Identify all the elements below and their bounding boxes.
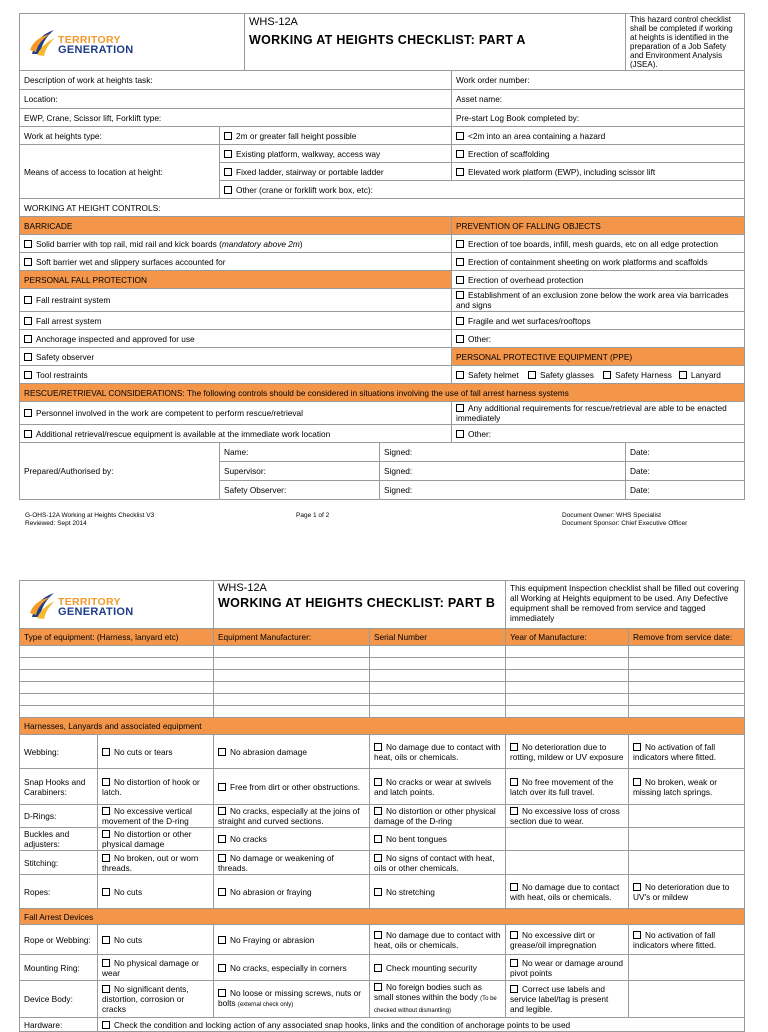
blank-cell[interactable] xyxy=(506,646,629,658)
snap-hooks-label: Snap Hooks and Carabiners: xyxy=(20,769,98,805)
checkbox[interactable] xyxy=(510,931,518,939)
checkbox[interactable] xyxy=(510,743,518,751)
checkbox[interactable] xyxy=(374,931,382,939)
ppe-glasses: Safety glasses xyxy=(539,369,594,380)
checkbox[interactable] xyxy=(374,964,382,972)
table-row xyxy=(20,646,745,658)
checkbox[interactable] xyxy=(456,258,464,266)
blank-cell[interactable] xyxy=(506,682,629,694)
checkbox[interactable] xyxy=(510,807,518,815)
means-option-1[interactable]: Existing platform, walkway, access way xyxy=(220,145,452,163)
checkbox[interactable] xyxy=(633,778,641,786)
rw-check-3[interactable]: No damage due to contact with heat, oils or chemicals. xyxy=(370,925,506,955)
checkbox[interactable] xyxy=(374,854,382,862)
webbing-check-1[interactable]: No cuts or tears xyxy=(98,735,214,769)
prepared-by-label: Prepared/Authorised by: xyxy=(20,443,220,500)
db-check-3[interactable]: No foreign bodies such as small stones within the body (To be checked without dismantling) xyxy=(370,981,506,1018)
mr-check-2[interactable]: No cracks, especially in corners xyxy=(214,955,370,981)
prevention-item-4[interactable]: Establishment of an exclusion zone below the work area via barricades and signs xyxy=(452,289,745,312)
blank-cell[interactable] xyxy=(370,694,506,706)
rw-check-4[interactable]: No excessive dirt or grease/oil impregnation xyxy=(506,925,629,955)
webbing-check-5[interactable]: No activation of fall indicators where fitted. xyxy=(629,735,745,769)
checkbox[interactable] xyxy=(456,335,464,343)
checkbox[interactable] xyxy=(510,883,518,891)
buckle-check-2[interactable]: No cracks xyxy=(214,828,370,851)
checkbox[interactable] xyxy=(374,983,382,991)
checkbox[interactable] xyxy=(218,989,226,997)
logo-line1: TERRITORY xyxy=(58,34,121,46)
checkbox[interactable] xyxy=(456,404,464,412)
form-note: This equipment Inspection checklist shall be filled out covering all Working at Heights equipment to be used. Any Defective equipment shall be removed from service and tagged immediately xyxy=(506,581,745,629)
checkbox[interactable] xyxy=(633,883,641,891)
checkbox[interactable] xyxy=(510,778,518,786)
checkbox[interactable] xyxy=(102,985,110,993)
checkbox[interactable] xyxy=(218,854,226,862)
means-option-4[interactable]: Elevated work platform (EWP), including scissor lift xyxy=(452,163,745,181)
checkbox[interactable] xyxy=(218,748,226,756)
checkbox[interactable] xyxy=(218,807,226,815)
signed-field-3[interactable]: Signed: xyxy=(380,481,626,500)
blank-cell[interactable] xyxy=(629,706,745,718)
location-field[interactable]: Location: xyxy=(20,90,452,109)
means-option-2[interactable]: Erection of scaffolding xyxy=(452,145,745,163)
checkbox[interactable] xyxy=(224,186,232,194)
checkbox[interactable] xyxy=(528,371,536,379)
part-a-table xyxy=(19,13,745,500)
table-row xyxy=(20,694,745,706)
description-field[interactable]: Description of work at heights task: xyxy=(20,71,452,90)
checkbox[interactable] xyxy=(510,985,518,993)
checkbox[interactable] xyxy=(374,835,382,843)
blank-cell[interactable] xyxy=(370,682,506,694)
blank-cell[interactable] xyxy=(20,706,214,718)
checkbox[interactable] xyxy=(102,748,110,756)
mounting-ring-label: Mounting Ring: xyxy=(20,955,98,981)
prevention-item-1[interactable]: Erection of toe boards, infill, mesh guards, etc on all edge protection xyxy=(452,235,745,253)
footer-reviewed: Reviewed: Sept 2014 xyxy=(25,520,87,527)
checkbox[interactable] xyxy=(679,371,687,379)
dring-check-2[interactable]: No cracks, especially at the joins of straight and curved sections. xyxy=(214,805,370,828)
stitch-check-2[interactable]: No damage or weakening of threads. xyxy=(214,851,370,875)
prestart-field[interactable]: Pre-start Log Book completed by: xyxy=(452,109,745,127)
table-row xyxy=(20,682,745,694)
checkbox[interactable] xyxy=(456,168,464,176)
snap-check-1[interactable]: No distortion of hook or latch. xyxy=(98,769,214,805)
rope-check-5[interactable]: No deterioration due to UV's or mildew xyxy=(629,875,745,909)
webbing-check-2[interactable]: No abrasion damage xyxy=(214,735,370,769)
supervisor-field[interactable]: Supervisor: xyxy=(220,462,380,481)
stitch-check-1[interactable]: No broken, out or worn threads. xyxy=(98,851,214,875)
checkbox[interactable] xyxy=(456,150,464,158)
blank-cell[interactable] xyxy=(506,658,629,670)
observer-field[interactable]: Safety Observer: xyxy=(220,481,380,500)
signed-field-2[interactable]: Signed: xyxy=(380,462,626,481)
webbing-check-3[interactable]: No damage due to contact with heat, oils or chemicals. xyxy=(370,735,506,769)
rescue-item-4[interactable]: Other: xyxy=(452,425,745,443)
footer-page: Page 1 of 2 xyxy=(296,512,330,519)
checkbox[interactable] xyxy=(456,240,464,248)
checkbox[interactable] xyxy=(374,743,382,751)
blank-cell xyxy=(506,851,629,875)
checkbox[interactable] xyxy=(224,168,232,176)
fall-arrest-section-heading: Fall Arrest Devices xyxy=(20,909,745,925)
date-field-2[interactable]: Date: xyxy=(626,462,745,481)
fall-protection-item-1[interactable]: Fall restraint system xyxy=(20,289,452,312)
form-title: WORKING AT HEIGHTS CHECKLIST: PART A xyxy=(249,33,526,47)
blank-cell[interactable] xyxy=(20,694,214,706)
fall-protection-heading: PERSONAL FALL PROTECTION xyxy=(20,271,452,289)
checkbox[interactable] xyxy=(24,258,32,266)
date-field-3[interactable]: Date: xyxy=(626,481,745,500)
db-check-2[interactable]: No loose or missing screws, nuts or bolts (external check only) xyxy=(214,981,370,1018)
checkbox[interactable] xyxy=(24,353,32,361)
checkbox[interactable] xyxy=(456,430,464,438)
rescue-item-2[interactable]: Any additional requirements for rescue/retrieval are able to be enacted immediately xyxy=(452,402,745,425)
blank-cell[interactable] xyxy=(214,706,370,718)
type-option-2[interactable]: <2m into an area containing a hazard xyxy=(452,127,745,145)
checkbox[interactable] xyxy=(456,317,464,325)
prevention-item-3[interactable]: Erection of overhead protection xyxy=(452,271,745,289)
blank-cell[interactable] xyxy=(629,694,745,706)
ppe-helmet: Safety helmet xyxy=(468,369,519,380)
table-row xyxy=(20,658,745,670)
blank-cell xyxy=(629,981,745,1018)
logo-line1: TERRITORY xyxy=(58,595,121,608)
checkbox[interactable] xyxy=(24,335,32,343)
device-body-label: Device Body: xyxy=(20,981,98,1018)
ppe-items xyxy=(452,366,745,384)
d-rings-label: D-Rings: xyxy=(20,805,98,828)
form-title: WORKING AT HEIGHTS CHECKLIST: PART B xyxy=(218,596,496,610)
buckles-label: Buckles and adjusters: xyxy=(20,828,98,851)
col-remove-date: Remove from service date: xyxy=(629,629,745,646)
logo xyxy=(20,581,214,629)
checkbox[interactable] xyxy=(24,371,32,379)
rope-webbing-label: Rope or Webbing: xyxy=(20,925,98,955)
col-year: Year of Manufacture: xyxy=(506,629,629,646)
blank-cell[interactable] xyxy=(370,670,506,682)
blank-cell[interactable] xyxy=(629,658,745,670)
checkbox[interactable] xyxy=(102,830,110,838)
fall-protection-item-2[interactable]: Fall arrest system xyxy=(20,312,452,330)
logo xyxy=(20,14,245,71)
checkbox[interactable] xyxy=(24,240,32,248)
blank-cell[interactable] xyxy=(370,706,506,718)
checkbox[interactable] xyxy=(224,132,232,140)
footer-sponsor: Document Sponsor: Chief Executive Officer xyxy=(562,520,688,527)
buckle-check-3[interactable]: No bent tongues xyxy=(370,828,506,851)
blank-cell[interactable] xyxy=(370,658,506,670)
table-row xyxy=(20,670,745,682)
checkbox[interactable] xyxy=(456,371,464,379)
col-serial: Serial Number xyxy=(370,629,506,646)
checkbox[interactable] xyxy=(102,1021,110,1029)
db-check-4[interactable]: Correct use labels and service label/tag is present and legible. xyxy=(506,981,629,1018)
date-field-1[interactable]: Date: xyxy=(626,443,745,462)
barricade-item-2[interactable]: Soft barrier wet and slippery surfaces accounted for xyxy=(20,253,452,271)
blank-cell[interactable] xyxy=(214,682,370,694)
part-a xyxy=(19,13,744,500)
name-field[interactable]: Name: xyxy=(220,443,380,462)
rescue-item-3[interactable]: Additional retrieval/rescue equipment is available at the immediate work location xyxy=(20,425,452,443)
logo-line2: GENERATION xyxy=(58,44,134,56)
prevention-item-2[interactable]: Erection of containment sheeting on work platforms and scaffolds xyxy=(452,253,745,271)
controls-heading: WORKING AT HEIGHT CONTROLS: xyxy=(20,199,745,217)
checkbox[interactable] xyxy=(224,150,232,158)
flame-logo-icon xyxy=(28,591,56,621)
mr-check-3[interactable]: Check mounting security xyxy=(370,955,506,981)
col-manufacturer: Equipment Manufacturer: xyxy=(214,629,370,646)
checkbox[interactable] xyxy=(456,132,464,140)
blank-cell xyxy=(629,828,745,851)
means-option-3[interactable]: Fixed ladder, stairway or portable ladder xyxy=(220,163,452,181)
blank-cell[interactable] xyxy=(629,670,745,682)
checkbox[interactable] xyxy=(456,291,464,299)
blank-cell[interactable] xyxy=(214,646,370,658)
checkbox[interactable] xyxy=(218,835,226,843)
ropes-label: Ropes: xyxy=(20,875,98,909)
checkbox[interactable] xyxy=(374,807,382,815)
blank-cell[interactable] xyxy=(629,646,745,658)
fall-protection-item-5[interactable]: Tool restraints xyxy=(20,366,452,384)
part-b xyxy=(19,580,744,1032)
dring-check-4[interactable]: No excessive loss of cross section due to wear. xyxy=(506,805,629,828)
blank-cell[interactable] xyxy=(20,658,214,670)
checkbox[interactable] xyxy=(218,783,226,791)
barricade-item-1[interactable]: Solid barrier with top rail, mid rail and kick boards (mandatory above 2m) xyxy=(20,235,452,253)
checkbox[interactable] xyxy=(102,778,110,786)
blank-cell[interactable] xyxy=(370,646,506,658)
stitch-check-3[interactable]: No signs of contact with heat, oils or other chemicals. xyxy=(370,851,506,875)
rw-check-2[interactable]: No Fraying or abrasion xyxy=(214,925,370,955)
dring-check-1[interactable]: No excessive vertical movement of the D-ring xyxy=(98,805,214,828)
ppe-lanyard: Lanyard xyxy=(690,369,721,380)
blank-cell xyxy=(506,828,629,851)
blank-cell xyxy=(629,851,745,875)
barricade-heading: BARRICADE xyxy=(20,217,452,235)
checkbox[interactable] xyxy=(218,964,226,972)
ewp-type-field[interactable]: EWP, Crane, Scissor lift, Forklift type: xyxy=(20,109,452,127)
snap-check-3[interactable]: No cracks or wear at swivels and latch points. xyxy=(370,769,506,805)
checkbox[interactable] xyxy=(218,936,226,944)
table-row xyxy=(20,706,745,718)
checkbox[interactable] xyxy=(102,936,110,944)
hw-check-1[interactable]: Check the condition and locking action of any associated snap hooks, links and the condition of anchorage points to be used xyxy=(98,1018,745,1032)
checkbox[interactable] xyxy=(24,430,32,438)
checkbox[interactable] xyxy=(102,807,110,815)
checkbox[interactable] xyxy=(374,888,382,896)
checkbox[interactable] xyxy=(633,743,641,751)
fall-protection-item-4[interactable]: Safety observer xyxy=(20,348,452,366)
checkbox[interactable] xyxy=(374,778,382,786)
blank-cell[interactable] xyxy=(20,682,214,694)
rw-check-5[interactable]: No activation of fall indicators where fitted. xyxy=(629,925,745,955)
checkbox[interactable] xyxy=(510,959,518,967)
snap-check-4[interactable]: No free movement of the latch over its full travel. xyxy=(506,769,629,805)
checkbox[interactable] xyxy=(24,296,32,304)
part-b-table xyxy=(19,580,745,1032)
blank-cell[interactable] xyxy=(629,682,745,694)
footer-doc: G-OHS-12A Working at Heights Checklist V3 xyxy=(25,512,155,519)
fall-protection-item-3[interactable]: Anchorage inspected and approved for use xyxy=(20,330,452,348)
rescue-heading: RESCUE/RETRIEVAL CONSIDERATIONS: The following controls should be considered in situations involving the use of fall arrest harness systems xyxy=(20,384,745,402)
asset-name-field[interactable]: Asset name: xyxy=(452,90,745,109)
checkbox[interactable] xyxy=(24,317,32,325)
ppe-harness: Safety Harness xyxy=(615,369,672,380)
blank-cell xyxy=(629,805,745,828)
logo-line2: GENERATION xyxy=(58,605,134,618)
blank-cell[interactable] xyxy=(214,694,370,706)
type-option-1[interactable]: 2m or greater fall height possible xyxy=(220,127,452,145)
rope-check-1[interactable]: No cuts xyxy=(98,875,214,909)
checkbox[interactable] xyxy=(24,409,32,417)
work-order-field[interactable]: Work order number: xyxy=(452,71,745,90)
checkbox[interactable] xyxy=(456,276,464,284)
footer-owner: Document Owner: WHS Specialist xyxy=(562,512,661,519)
rescue-item-1[interactable]: Personnel involved in the work are competent to perform rescue/retrieval xyxy=(20,402,452,425)
rope-check-2[interactable]: No abrasion or fraying xyxy=(214,875,370,909)
prevention-item-5[interactable]: Fragile and wet surfaces/rooftops xyxy=(452,312,745,330)
snap-check-2[interactable]: Free from dirt or other obstructions. xyxy=(214,769,370,805)
form-code: WHS-12A xyxy=(218,582,267,594)
harness-section-heading: Harnesses, Lanyards and associated equipment xyxy=(20,718,745,735)
prevention-heading: PREVENTION OF FALLING OBJECTS xyxy=(452,217,745,235)
checkbox[interactable] xyxy=(102,888,110,896)
blank-cell[interactable] xyxy=(506,706,629,718)
blank-cell[interactable] xyxy=(20,646,214,658)
db-check-1[interactable]: No significant dents, distortion, corrosion or cracks xyxy=(98,981,214,1018)
checkbox[interactable] xyxy=(603,371,611,379)
col-type: Type of equipment: (Harness, lanyard etc) xyxy=(20,629,214,646)
checkbox[interactable] xyxy=(102,854,110,862)
blank-cell xyxy=(629,955,745,981)
mr-check-4[interactable]: No wear or damage around pivot points xyxy=(506,955,629,981)
signed-field-1[interactable]: Signed: xyxy=(380,443,626,462)
means-option-5[interactable]: Other (crane or forklift work box, etc): xyxy=(220,181,745,199)
snap-check-5[interactable]: No broken, weak or missing latch springs. xyxy=(629,769,745,805)
rw-check-1[interactable]: No cuts xyxy=(98,925,214,955)
ppe-heading: PERSONAL PROTECTIVE EQUIPMENT (PPE) xyxy=(452,348,745,366)
blank-cell[interactable] xyxy=(214,670,370,682)
rope-check-4[interactable]: No damage due to contact with heat, oils or chemicals. xyxy=(506,875,629,909)
checkbox[interactable] xyxy=(102,959,110,967)
dring-check-3[interactable]: No distortion or other physical damage of the D-ring xyxy=(370,805,506,828)
blank-cell[interactable] xyxy=(506,670,629,682)
form-note: This hazard control checklist shall be completed if working at heights is identified in the preparation of a Job Safety and Environment Analysis (JSEA). xyxy=(626,14,745,71)
blank-cell[interactable] xyxy=(214,658,370,670)
prevention-item-6[interactable]: Other: xyxy=(452,330,745,348)
blank-cell[interactable] xyxy=(20,670,214,682)
mr-check-1[interactable]: No physical damage or wear xyxy=(98,955,214,981)
means-of-access-label: Means of access to location at height: xyxy=(20,145,220,199)
work-type-label: Work at heights type: xyxy=(20,127,220,145)
hardware-label: Hardware: xyxy=(20,1018,98,1032)
buckle-check-1[interactable]: No distortion or other physical damage xyxy=(98,828,214,851)
checkbox[interactable] xyxy=(218,888,226,896)
stitching-label: Stitching: xyxy=(20,851,98,875)
form-code: WHS-12A xyxy=(249,16,298,28)
webbing-check-4[interactable]: No deterioration due to rotting, mildew or UV exposure xyxy=(506,735,629,769)
checkbox[interactable] xyxy=(633,931,641,939)
flame-logo-icon xyxy=(28,28,56,58)
blank-cell[interactable] xyxy=(506,694,629,706)
webbing-label: Webbing: xyxy=(20,735,98,769)
rope-check-3[interactable]: No stretching xyxy=(370,875,506,909)
